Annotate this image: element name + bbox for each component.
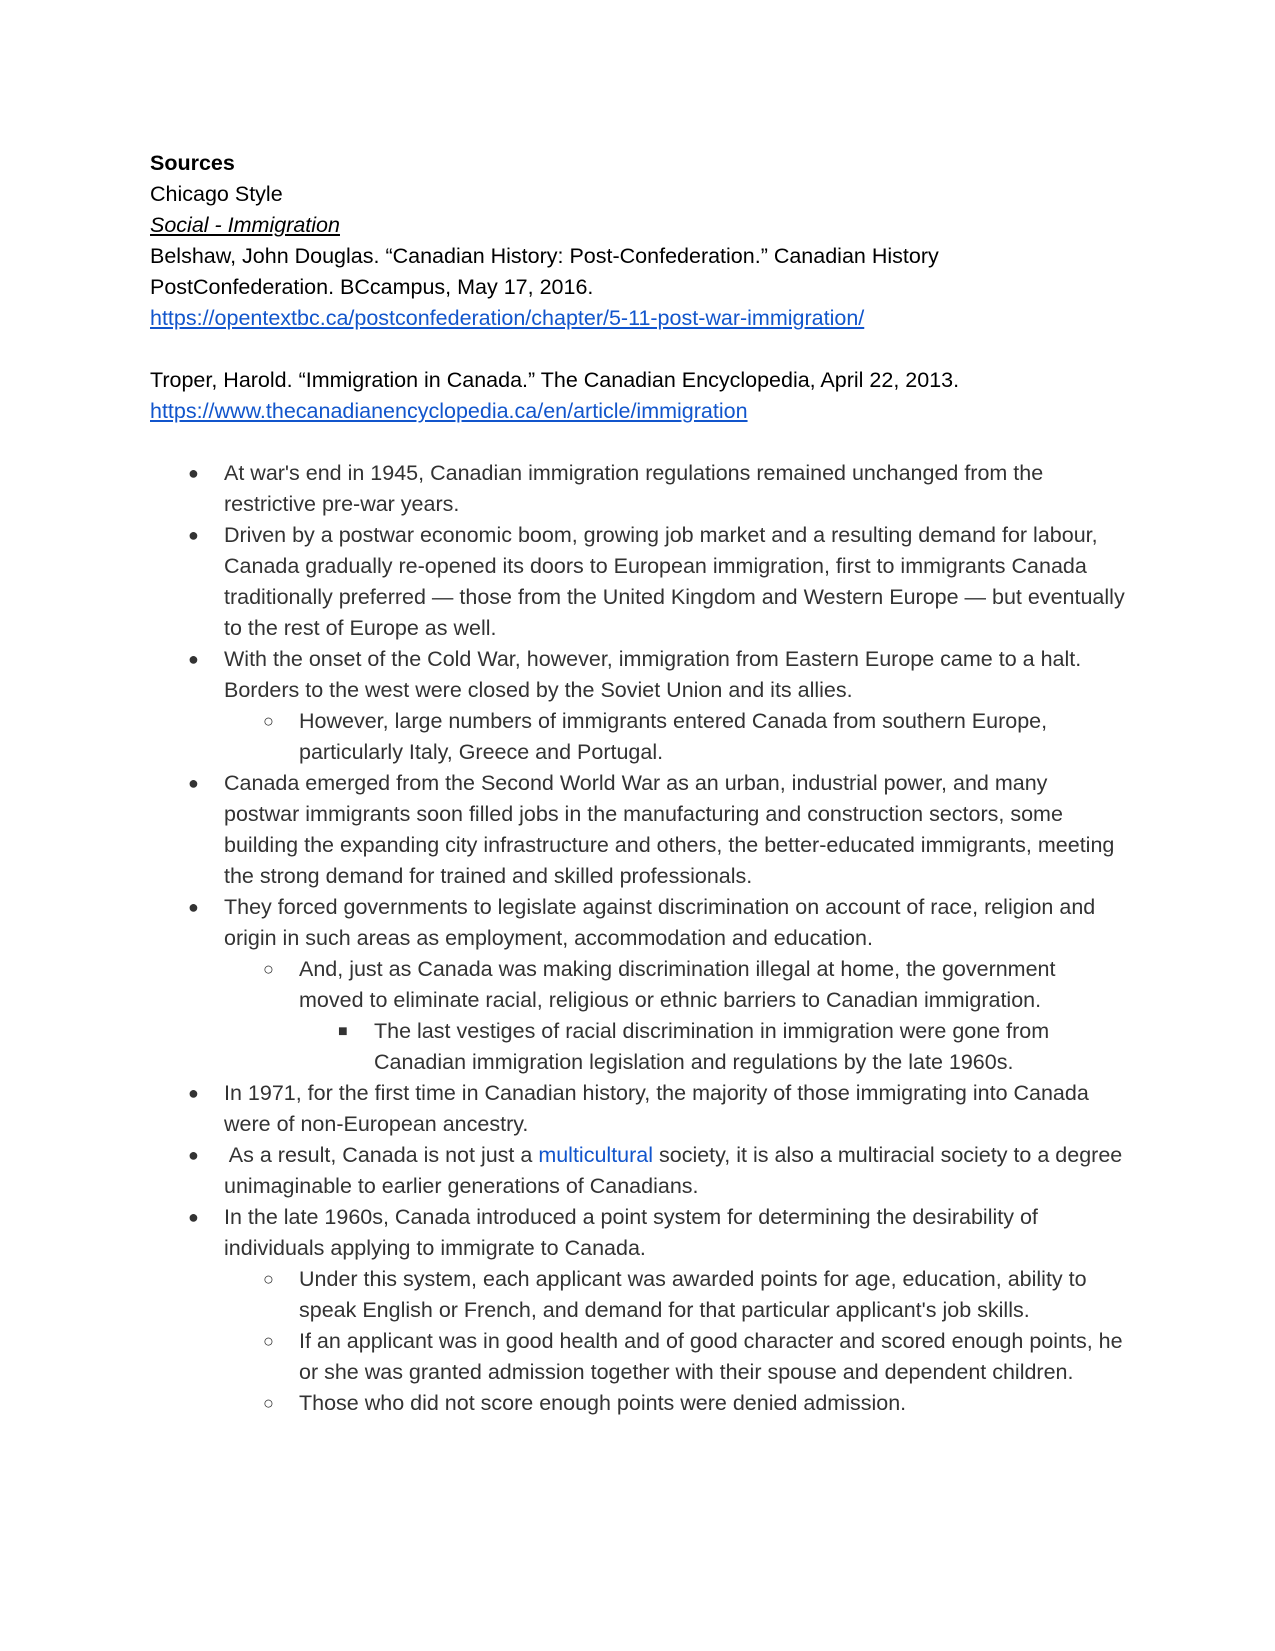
bullet-marker-icon: ● <box>188 463 199 483</box>
bullet-item <box>150 892 1125 954</box>
hollow-circle-marker-icon: ○ <box>263 959 274 979</box>
bullet-item <box>150 644 1125 706</box>
sub-sub-bullet-text: The last vestiges of racial discrimination in immigration were gone from Canadian immigration legislation and regulations by the late 1960s. <box>374 1019 1050 1074</box>
sub-bullet-item <box>150 954 1125 1016</box>
sub-bullet-text: Those who did not score enough points were denied admission. <box>299 1391 907 1415</box>
bullet-text: Driven by a postwar economic boom, growing job market and a resulting demand for labour, Canada gradually re-opened its doors to European immigration, first to immigrants Canada traditionally preferred — those from the United Kingdom and Western Europe — but eventually to the rest of Europe as well. <box>224 523 1125 640</box>
bullet-item <box>150 458 1125 520</box>
bullet-marker-icon: ● <box>188 773 199 793</box>
bullet-text: Canada emerged from the Second World War as an urban, industrial power, and many postwar immigrants soon filled jobs in the manufacturing and construction sectors, some building the expanding city infrastructure and others, the better-educated immigrants, meeting the strong demand for trained and skilled professionals. <box>224 771 1115 888</box>
bullet-marker-icon: ● <box>188 1083 199 1103</box>
hollow-circle-marker-icon: ○ <box>263 1393 274 1413</box>
sub-bullet-item <box>150 706 1125 768</box>
document-page <box>150 148 1125 1419</box>
bullet-marker-icon: ● <box>188 649 199 669</box>
sub-bullet-text: If an applicant was in good health and of good character and scored enough points, he or she was granted admission together with their spouse and dependent children. <box>299 1329 1123 1384</box>
sub-bullet-item <box>150 1388 1125 1419</box>
square-marker-icon: ■ <box>338 1023 348 1040</box>
bullet-item <box>150 520 1125 644</box>
bullet-text <box>224 1140 1125 1202</box>
multicultural-link[interactable]: multicultural <box>538 1143 654 1167</box>
hollow-circle-marker-icon: ○ <box>263 711 274 731</box>
bullet-item <box>150 1078 1125 1140</box>
citation2-line1: Troper, Harold. “Immigration in Canada.” The Canadian Encyclopedia, April 22, 2013. <box>150 368 960 392</box>
citation1-line2: PostConfederation. BCcampus, May 17, 2016. <box>150 275 594 299</box>
citation1-url-row <box>150 303 1125 334</box>
bullet-item <box>150 1140 1125 1202</box>
section-subtitle-text: Social - Immigration <box>150 213 340 237</box>
citation2-url-row <box>150 396 1125 427</box>
bullet-text: In the late 1960s, Canada introduced a point system for determining the desirability of individuals applying to immigrate to Canada. <box>224 1205 1038 1260</box>
sub-bullet-text: And, just as Canada was making discrimination illegal at home, the government moved to eliminate racial, religious or ethnic barriers to Canadian immigration. <box>299 957 1056 1012</box>
bullet-text: They forced governments to legislate against discrimination on account of race, religion and origin in such areas as employment, accommodation and education. <box>224 895 1096 950</box>
citation-style-label: Chicago Style <box>150 182 283 206</box>
sub-bullet-text: However, large numbers of immigrants entered Canada from southern Europe, particularly Italy, Greece and Portugal. <box>299 709 1048 764</box>
bullet-marker-icon: ● <box>188 525 199 545</box>
bullet-item <box>150 768 1125 892</box>
bullet-text-after: society, it is also a multiracial society to a degree unimaginable to earlier generations of Canadians. <box>224 1143 1123 1198</box>
bullet-text: In 1971, for the first time in Canadian history, the majority of those immigrating into Canada were of non-European ancestry. <box>224 1081 1089 1136</box>
section-subtitle <box>150 210 1125 241</box>
sub-bullet-item <box>150 1326 1125 1388</box>
sub-sub-bullet-item <box>150 1016 1125 1078</box>
bullet-marker-icon: ● <box>188 1207 199 1227</box>
spacer <box>150 427 1125 458</box>
sources-heading: Sources <box>150 151 235 175</box>
bullet-text: With the onset of the Cold War, however, immigration from Eastern Europe came to a halt. Borders to the west were closed by the Soviet Union and its allies. <box>224 647 1082 702</box>
bullet-text: At war's end in 1945, Canadian immigration regulations remained unchanged from the restrictive pre-war years. <box>224 461 1044 516</box>
hollow-circle-marker-icon: ○ <box>263 1331 274 1351</box>
spacer <box>150 334 1125 365</box>
sub-bullet-text: Under this system, each applicant was awarded points for age, education, ability to speak English or French, and demand for that particular applicant's job skills. <box>299 1267 1087 1322</box>
bullet-item <box>150 1202 1125 1264</box>
bullet-marker-icon: ● <box>188 1145 199 1165</box>
sub-bullet-item <box>150 1264 1125 1326</box>
notes-bullet-list <box>150 458 1125 1419</box>
bullet-text-before: As a result, Canada is not just a <box>224 1143 539 1167</box>
citation1-url-link[interactable]: https://opentextbc.ca/postconfederation/chapter/5-11-post-war-immigration/ <box>150 306 865 330</box>
citation1-line1: Belshaw, John Douglas. “Canadian History: Post-Confederation.” Canadian History <box>150 244 939 268</box>
citation2-url-link[interactable]: https://www.thecanadianencyclopedia.ca/en/article/immigration <box>150 399 748 423</box>
hollow-circle-marker-icon: ○ <box>263 1269 274 1289</box>
bullet-marker-icon: ● <box>188 897 199 917</box>
